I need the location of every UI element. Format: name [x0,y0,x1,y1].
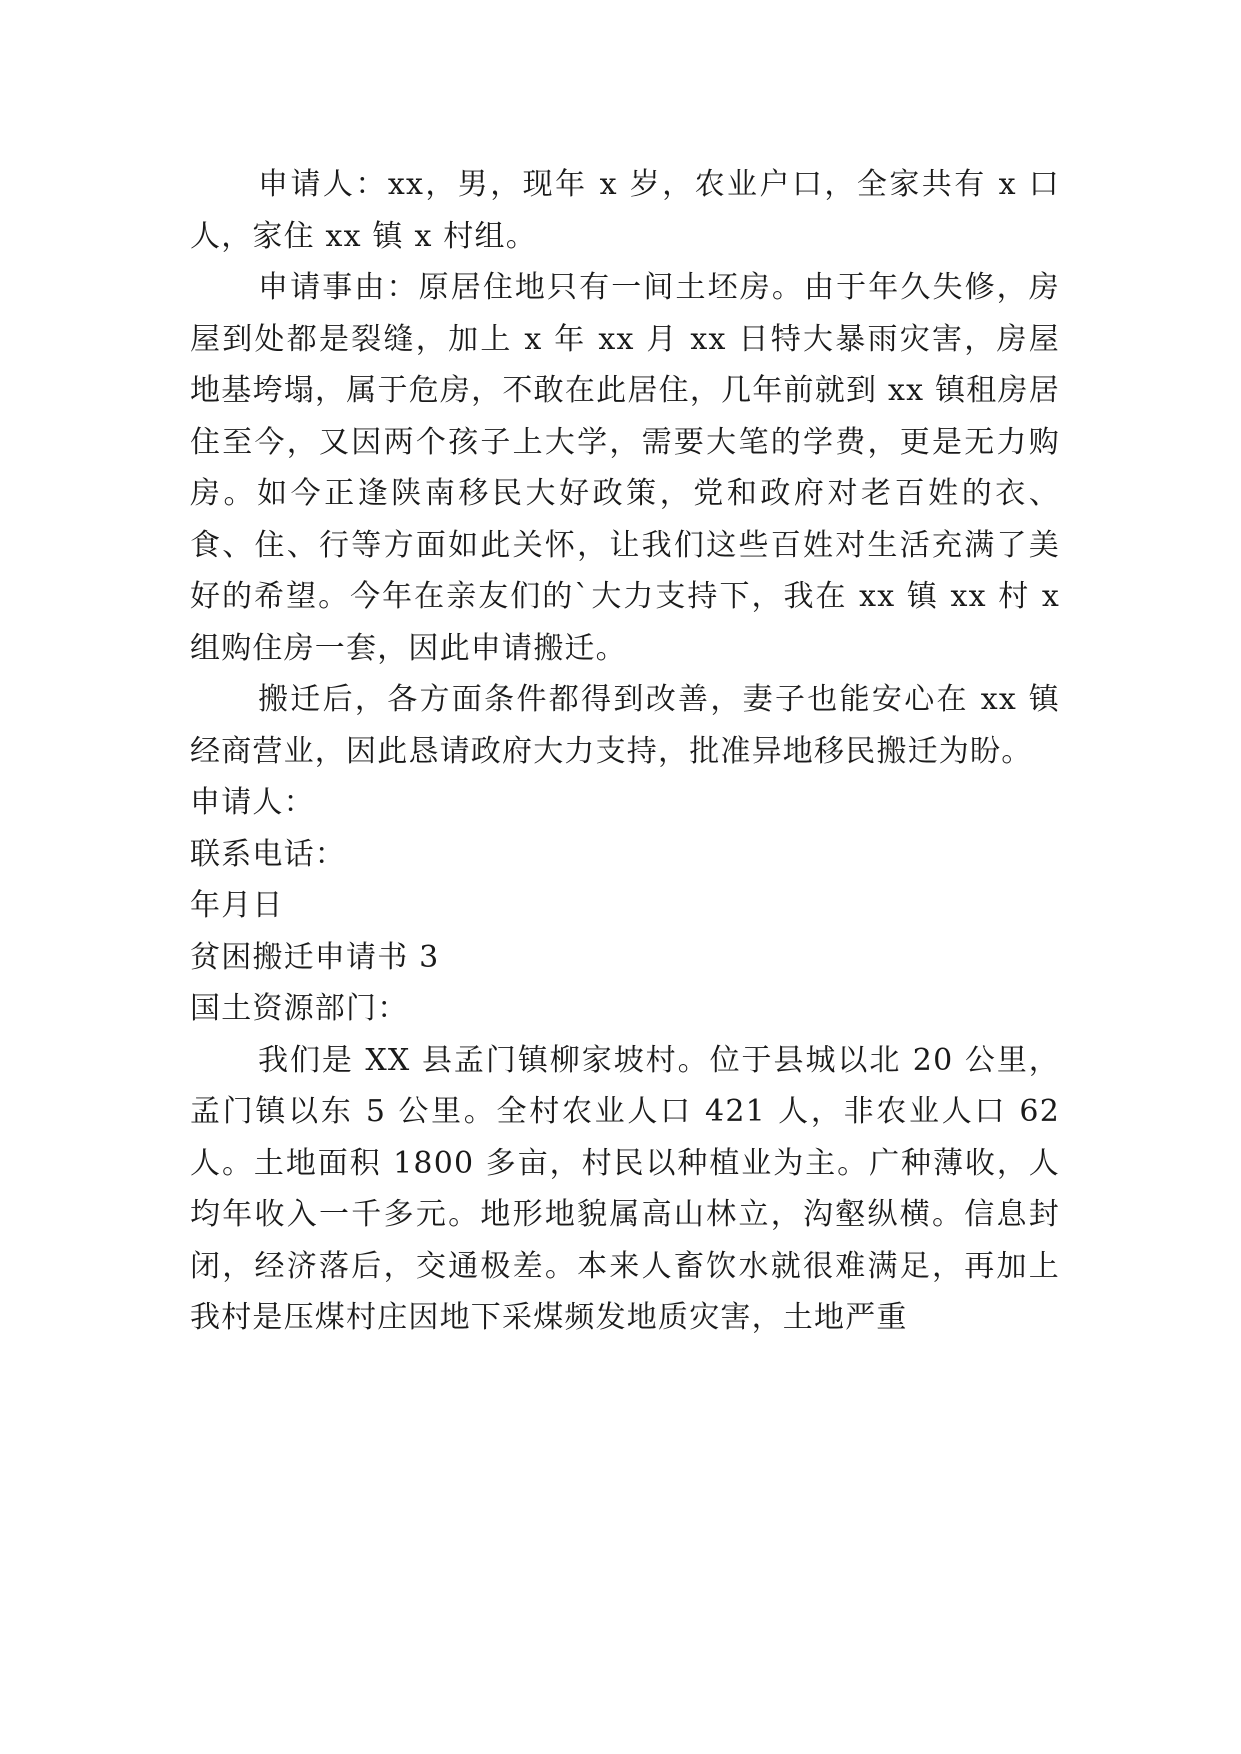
contact-phone-line: 联系电话： [190,836,346,872]
date-line: 年月日 [190,888,284,923]
signature-applicant-line: 申请人： [190,785,315,820]
village-description-paragraph: 我们是 XX 县孟门镇柳家坡村。位于县城以北 20 公里，孟门镇以东 5 公里。全村农业人口 421 人，非农业人口 62 人。土地面积 1800 多亩，村民以种植业为主。广种薄收，人均年收入一千多元。地形地貌属高山林立，沟壑纵横。信息封闭，经济落后，交通极差。本来人畜饮水就很难满足，再加上我村是压煤村庄因地下采煤频发地质灾害，土地严重 [190,1042,1060,1335]
application-reason-paragraph: 申请事由：原居住地只有一间土坯房。由于年久失修，房屋到处都是裂缝，加上 x 年 xx 月 xx 日特大暴雨灾害，房屋地基垮塌，属于危房，不敢在此居住，几年前就到 xx 镇租房居住至今，又因两个孩子上大学，需要大笔的学费，更是无力购房。如今正逢陕南移民大好政策，党和政府对老百姓的衣、食、住、行等方面如此关怀，让我们这些百姓对生活充满了美好的希望。今年在亲友们的`大力支持下，我在 xx 镇 xx 村 x 组购住房一套，因此申请搬迁。 [190,270,1060,666]
section-title: 贫困搬迁申请书 3 [190,939,440,975]
after-relocation-paragraph: 搬迁后，各方面条件都得到改善，妻子也能安心在 xx 镇经商营业，因此恳请政府大力支持，批准异地移民搬迁为盼。 [190,682,1060,769]
recipient-line: 国土资源部门： [190,991,409,1026]
applicant-info-paragraph: 申请人：xx，男，现年 x 岁，农业户口，全家共有 x 口人，家住 xx 镇 x 村组。 [190,167,1060,254]
document-body [190,159,1060,1344]
